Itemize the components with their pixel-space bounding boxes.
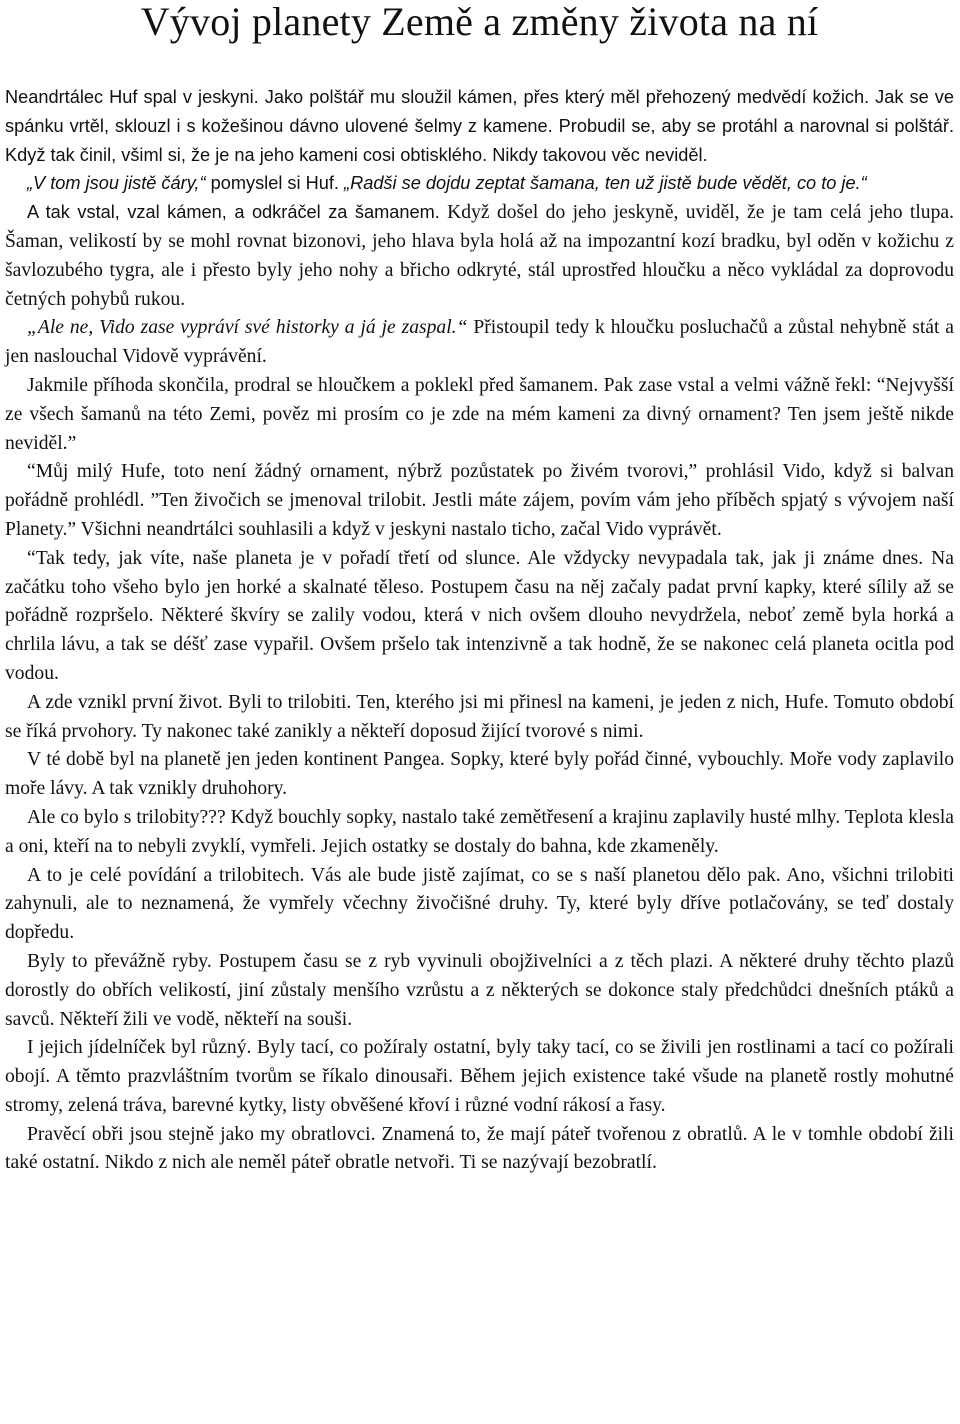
paragraph-9: V té době byl na planetě jen jeden kontinent Pangea. Sopky, které byly pořád činné, vybouchly. Moře vody zaplavilo moře lávy. A tak vznikly druhohory. [5, 749, 954, 800]
paragraph-1-text: Neandrtálec Huf spal v jeskyni. Jako polštář mu sloužil kámen, přes který měl přehozený medvědí kožich. Jak se ve spánku vrtěl, sklouzl i s kožešinou dávno ulovené šelmy z kamene. Probudil se, aby se protáhl a narovnal si polštář. Když tak činil, všiml si, že je na jeho kameni cosi obtisklého. Nikdy takovou věc neviděl. [5, 87, 954, 165]
paragraph-3-sans-text: A tak vstal, vzal kámen, a odkráčel za šamanem. [27, 202, 440, 223]
paragraph-8: A zde vznikl první život. Byli to trilobiti. Ten, kterého jsi mi přinesl na kameni, je jeden z nich, Hufe. Tomuto období se říká prvohory. Ty nakonec také zanikly a někteří doposud žijící tvorové s nimi. [5, 691, 954, 742]
paragraph-7: “Tak tedy, jak víte, naše planeta je v pořadí třetí od slunce. Ale vždycky nevypadala tak, jak ji známe dnes. Na začátku toho všeho bylo jen horké a skalnaté těleso. Postupem času na něj začaly padat první kapky, které sílily až se pořádně rozpršelo. Některé škvíry se zalily vodou, která v nich ovšem dlouho nevydržela, neboť země byla horká a chrlila lávu, a tak se déšť zase vypařil. Ovšem pršelo tak intenzivně a tak hodně, že se nakonec celá planeta ocitla pod vodou. [5, 547, 954, 684]
paragraph-3 [5, 198, 954, 314]
huf-thought-3: „Ale ne, Vido zase vypráví své historky a já je zaspal.“ [27, 317, 468, 339]
huf-thought-2: „Radši se dojdu zeptat šamana, ten už jistě bude vědět, co to je.“ [344, 173, 867, 194]
paragraph-4-text: Přistoupil tedy k hloučku posluchačů a zůstal nehybně stát a jen naslouchal Vidově vyprávění. [5, 317, 954, 368]
document-body [5, 83, 954, 1178]
document-title: Vývoj planety Země a změny života na ní [140, 0, 819, 44]
paragraph-1 [5, 83, 954, 169]
huf-thought-1: „V tom jsou jistě čáry,“ [27, 173, 206, 194]
paragraph-14: Pravěcí obři jsou stejně jako my obratlovci. Znamená to, že mají páteř tvořenou z obratlů. A le v tomhle období žili také ostatní. Nikdo z nich ale neměl páteř obratle netvoři. Ti se nazývají bezobratlí. [5, 1123, 954, 1174]
paragraph-2 [5, 169, 954, 198]
paragraph-2-text: pomyslel si Huf. [205, 173, 345, 194]
paragraph-6: “Můj milý Hufe, toto není žádný ornament, nýbrž pozůstatek po živém tvorovi,” prohlásil Vido, když si balvan pořádně prohlédl. ”Ten živočich se jmenoval trilobit. Jestli máte zájem, povím vám jeho příběch spjatý s vývojem naší Planety.” Všichni neandrtálci souhlasili a když v jeskyni nastalo ticho, začal Vido vyprávět. [5, 461, 954, 540]
paragraph-11: A to je celé povídání a trilobitech. Vás ale bude jistě zajímat, co se s naší planetou dělo pak. Ano, všichni trilobiti zahynuli, ale to neznamená, že vymřely včechny živočišné druhy. Ty, které byly dříve potlačovány, se teď dostaly dopředu. [5, 864, 954, 944]
paragraph-5: Jakmile příhoda skončila, prodral se hloučkem a poklekl před šamanem. Pak zase vstal a velmi vážně řekl: “Nejvyšší ze všech šamanů na této Zemi, pověz mi prosím co je zde na mém kameni za divný ornament? Ten jsem ještě nikde neviděl.” [5, 374, 954, 454]
paragraph-12: Byly to převážně ryby. Postupem času se z ryb vyvinuli obojživelníci a z těch plazi. A některé druhy těchto plazů dorostly do obřích velikostí, jiní zůstaly menšího vzrůstu a z některých se dokonce staly předchůdci dnešních ptáků a savců. Někteří žili ve vodě, někteří na souši. [5, 950, 954, 1030]
paragraph-4 [5, 314, 954, 372]
paragraph-13: I jejich jídelníček byl různý. Byly tací, co požíraly ostatní, byly taky tací, co se živili jen rostlinami a tací co požírali obojí. A těmto prazvláštním tvorům se říkalo dinousaři. Během jejich existence také všude na planetě rostly mohutné stromy, zelená tráva, barevné kytky, listy obvěšené křoví i různé vodní rákosí a řasy. [5, 1037, 954, 1116]
paragraph-3-text: Když došel do jeho jeskyně, uviděl, že je tam celá jeho tlupa. Šaman, velikostí by se mohl rovnat bizonovi, jeho hlava byla holá až na impozantní kozí bradku, byl oděn v kožichu z šavlozubého tygra, ale i přesto byly jeho nohy a břicho odkryté, stál uprostřed hloučku a něco vykládal za doprovodu četných pohybů rukou. [5, 202, 954, 310]
paragraph-10: Ale co bylo s trilobity??? Když bouchly sopky, nastalo také zemětřesení a krajinu zaplavily husté mlhy. Teplota klesla a oni, kteří na to nebyli zvyklí, vymřeli. Jejich ostatky se dostaly do bahna, kde zkameněly. [5, 806, 954, 857]
